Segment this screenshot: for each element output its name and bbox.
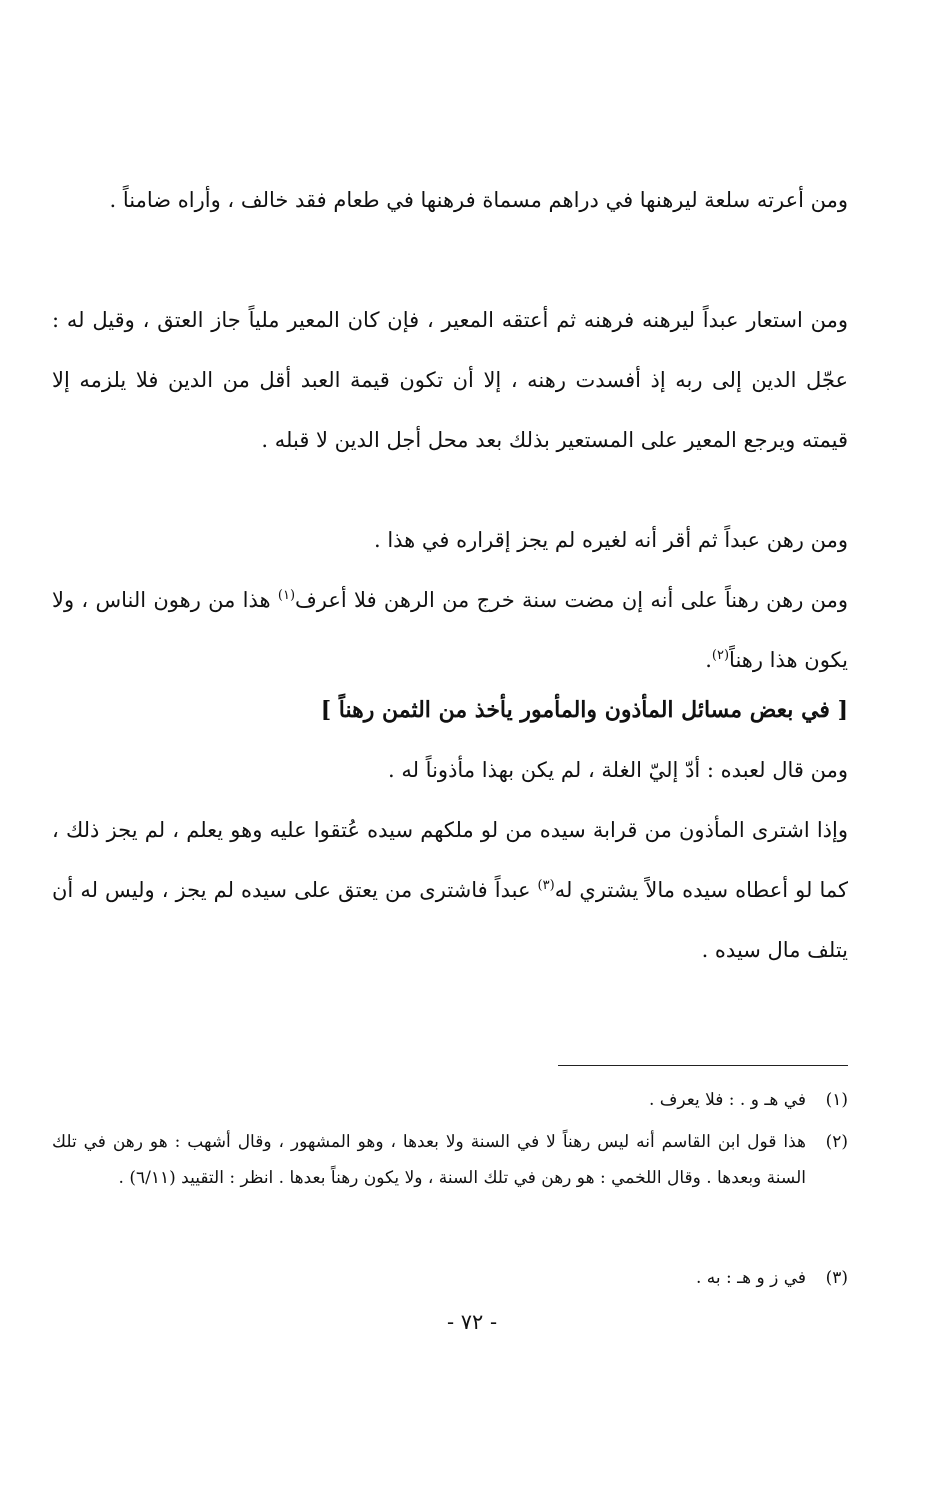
footnote-2 (52, 1124, 848, 1196)
paragraph-6-text-b: عبداً فاشترى من يعتق على سيده لم يجز ، وليس له أن يتلف مال سيده . (52, 878, 848, 962)
paragraph-2: ومن استعار عبداً ليرهنه فرهنه ثم أعتقه المعير ، فإن كان المعير ملياً جاز العتق ، وقيل له : عجّل الدين إلى ربه إذ أفسدت رهنه ، إلا أن تكون قيمة العبد أقل من الدين فلا يلزمه إلا قيمته ويرجع المعير على المستعير بذلك بعد محل أجل الدين لا قبله . (52, 308, 848, 452)
paragraph-4-text-b: هذا من رهون الناس ، ولا يكون هذا رهناً (52, 588, 848, 672)
footnote-text: في هـ و . : فلا يعرف . (648, 1090, 806, 1110)
footnote-ref-3[interactable]: (٣) (537, 878, 555, 893)
footnote-separator (558, 1065, 848, 1066)
footnote-number: (١) (825, 1090, 848, 1110)
footnote-number: (٣) (825, 1268, 848, 1288)
paragraph-5: ومن قال لعبده : أدّ إليّ الغلة ، لم يكن بهذا مأذوناً له . (388, 758, 848, 782)
footnote-text: هذا قول ابن القاسم أنه ليس رهناً لا في السنة ولا بعدها ، وهو المشهور ، وقال أشهب : هو رهن في تلك السنة وبعدها . وقال اللخمي : هو رهن في تلك السنة ، ولا يكون رهناً بعدها . انظر : التقييد (٦/١١) . (52, 1132, 806, 1188)
paragraph-1: ومن أعرته سلعة ليرهنها في دراهم مسماة فرهنها في طعام فقد خالف ، وأراه ضامناً . (109, 188, 848, 212)
paragraph-4 (52, 570, 848, 690)
page-number: - ٧٢ - (446, 1310, 498, 1334)
paragraph-6-text-a: وإذا اشترى المأذون من قرابة سيده من لو ملكهم سيده عُتقوا عليه وهو يعلم ، لم يجز ذلك ، كما لو أعطاه سيده مالاً يشتري له (52, 818, 848, 902)
paragraph-4-text-a: ومن رهن رهناً على أنه إن مضت سنة خرج من الرهن فلا أعرف (295, 588, 848, 612)
footnote-ref-1[interactable]: (١) (277, 588, 296, 603)
paragraph-4-text-c: . (705, 648, 712, 672)
footnote-3 (52, 1260, 848, 1296)
section-heading: [ في بعض مسائل المأذون والمأمور يأخذ من الثمن رهناً ] (320, 697, 848, 723)
footnote-1 (52, 1082, 848, 1118)
footnote-ref-2[interactable]: (٢) (711, 648, 730, 663)
footnote-number: (٢) (825, 1132, 848, 1152)
paragraph-6 (52, 800, 848, 980)
paragraph-3: ومن رهن عبداً ثم أقر أنه لغيره لم يجز إقراره في هذا . (373, 528, 848, 552)
footnote-text: في ز و هـ : به . (695, 1268, 806, 1288)
